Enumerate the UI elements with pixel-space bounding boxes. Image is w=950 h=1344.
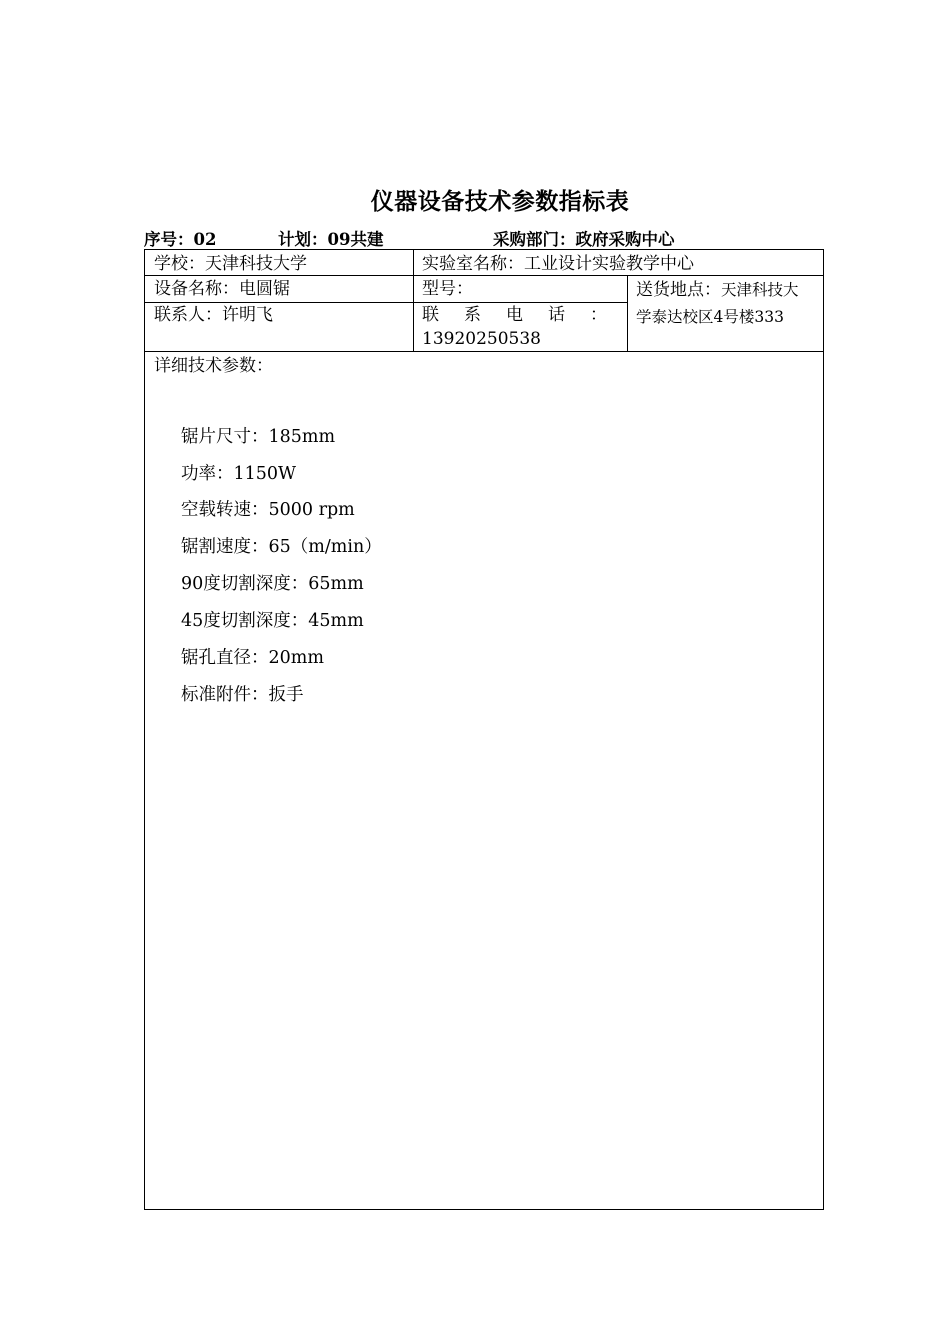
param-bore-diameter: 锯孔直径：20mm (181, 648, 324, 668)
param-blade-size: 锯片尺寸：185mm (181, 427, 336, 447)
device-name-field: 设备名称：电圆锯 (154, 279, 290, 299)
plan-label: 计划：09共建 (278, 230, 384, 249)
phone-label-char: 电 (506, 305, 523, 325)
phone-number: 13920250538 (422, 329, 541, 349)
delivery-label: 送货地点： (636, 280, 721, 300)
phone-field (422, 304, 607, 350)
column-divider (627, 275, 628, 351)
delivery-address-field (636, 278, 821, 330)
delivery-value-line2: 学泰达校区4号楼333 (636, 308, 784, 326)
param-cut-depth-90: 90度切割深度：65mm (181, 574, 364, 594)
phone-label-char: 联 (422, 305, 439, 325)
phone-label (422, 304, 607, 326)
school-field: 学校：天津科技大学 (154, 254, 307, 274)
column-divider (413, 250, 414, 351)
row-divider (145, 275, 823, 276)
row-divider (145, 351, 823, 352)
contact-person-field: 联系人：许明飞 (154, 305, 273, 325)
document-title: 仪器设备技术参数指标表 (370, 188, 630, 215)
param-power: 功率：1150W (181, 464, 297, 484)
row-divider (145, 302, 627, 303)
purchase-department: 采购部门：政府采购中心 (493, 230, 675, 249)
details-label: 详细技术参数： (154, 356, 273, 376)
lab-field: 实验室名称：工业设计实验教学中心 (422, 254, 694, 274)
param-cut-depth-45: 45度切割深度：45mm (181, 611, 364, 631)
spec-table (144, 249, 824, 1210)
phone-label-char: 系 (464, 305, 481, 325)
param-cutting-speed: 锯割速度：65（m/min） (181, 537, 382, 557)
param-no-load-speed: 空载转速：5000 rpm (181, 500, 355, 520)
param-standard-accessory: 标准附件：扳手 (181, 685, 304, 705)
phone-label-char: 话 (548, 305, 565, 325)
delivery-value-line1: 天津科技大 (721, 281, 799, 299)
phone-label-char: ： (590, 305, 607, 325)
serial-number: 序号：02 (144, 230, 217, 249)
model-field: 型号： (422, 279, 473, 299)
